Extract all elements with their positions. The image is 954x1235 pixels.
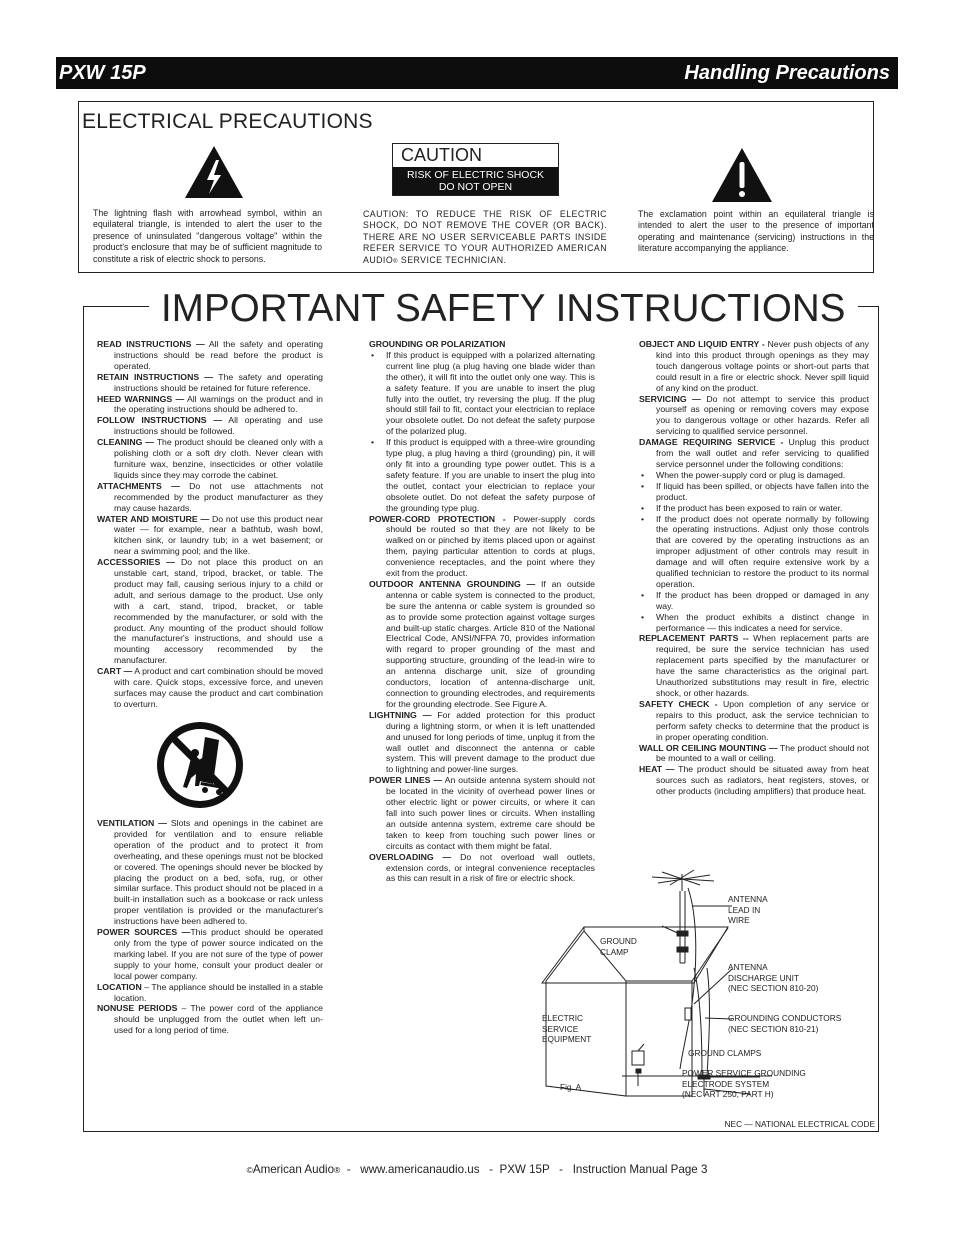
entry-text: The product should be cleaned only with a polishing cloth or a soft dry cloth. Never clean with furniture wax, benzine, insecticides or other volatile liquids since they may corrode the cabinet. — [114, 437, 324, 480]
entry-text: An outside antenna system should not be located in the vicinity of overhead power lines or other electric light or power circuits, or where it can fall into such power lines or circuits. When installing an outside antenna system, extreme care should be taken to keep from touching such power lines or circuits as contact with them might be fatal. — [386, 775, 595, 851]
entry-text: Do not place this product on an unstable cart, stand, tripod, bracket, or table. The product may fall, causing serious injury to a child or adult, and serious damage to the product. Use only with a cart, stand, tripod, bracket, or table recommended by the manufacturer, or sold with the product. Any mounting of the product should follow the manufacturer's instructions, and should use a mounting accessory recommended by the manufacturer. — [114, 557, 323, 666]
instruction-entry — [97, 481, 323, 514]
section-title: Handling Precautions — [684, 61, 890, 84]
electrical-precautions-box — [78, 101, 874, 273]
bullet-item: • If liquid has been spilled, or objects have fallen into the product. — [639, 481, 869, 503]
ground-clamp-line-1: GROUND — [600, 936, 637, 946]
power-service-line-2: ELECTRODE SYSTEM — [682, 1078, 770, 1089]
electric-service-line-1: ELECTRIC — [542, 1013, 584, 1023]
column-1-lower — [97, 818, 323, 1036]
entry-text: If an outside antenna or cable system is connected to the product, be sure the antenna or cable system is grounded so as to provide some protection against voltage surges and built-up static charges. Article 810 of the National Electrical Code, ANSI/NFPA 70, provides information with regard to proper grounding of the mast and supporting structure, grounding of the lead-in wire to an antenna discharge unit, size of grounding conductors, location of antenna-discharge unit, connection to grounding electrodes, and requirements for the grounding electrode. See Figure A. — [386, 578, 595, 709]
instruction-entry — [639, 633, 869, 698]
entry-heading: RETAIN INSTRUCTIONS — — [97, 371, 214, 382]
footer-text: - www.americanaudio.us - PXW 15P - Instruction Manual Page 3 — [340, 1163, 708, 1176]
instruction-entry — [97, 514, 323, 558]
model-name: PXW 15P — [59, 61, 146, 84]
caution-reg-mark: ® — [393, 258, 398, 265]
caution-text — [363, 209, 607, 268]
entry-text: Do not use attachments not recommended by the product manufacturer as they may cause hazards. — [114, 480, 323, 513]
instruction-entry — [97, 437, 323, 481]
ground-clamp-label — [600, 936, 637, 957]
caution-label — [392, 143, 559, 196]
ground-clamps-label: GROUND CLAMPS — [688, 1048, 762, 1058]
entry-text: The product should be situated away from heat sources such as radiators, heat registers, stoves, or other products (including amplifiers) that produce heat. — [656, 764, 869, 797]
entry-text: Unplug this product from the wall outlet and refer servicing to qualified service personnel under the following conditions: — [656, 437, 869, 469]
damage-list — [639, 470, 869, 634]
caution-title: CAUTION — [401, 145, 482, 165]
instruction-entry — [369, 579, 595, 710]
antenna-lead-label — [728, 894, 768, 926]
entry-text: When replacement parts are required, be sure the service technician has used replacement parts specified by the manufacturer or have the same characteristics as the original part. Unauthorized substitutions may result in fire, electric shock, or other hazards. — [656, 633, 869, 698]
power-service-line-1: POWER SERVICE GROUNDING — [682, 1068, 806, 1078]
bullet-item: • When the product exhibits a distinct change in performance — this indicates a need for service. — [639, 612, 869, 634]
instruction-entry — [369, 710, 595, 775]
bullet-item: • If this product is equipped with a polarized alternating current line plug (a plug having one blade wider than the other), it will fit into the outlet only one way. This is a safety feature. If you are unable to insert the plug fully into the outlet, try reversing the plug. If the plug should still fail to fit, contact your electrician to replace your obsolete outlet. Do not defeat the safety purpose of the polarized plug. — [369, 350, 595, 437]
entry-heading: HEED WARNINGS — — [97, 393, 185, 404]
entry-text: Upon completion of any service or repairs to this product, ask the service technician to perform safety checks to determine that the product is in proper operating condition. — [656, 698, 869, 742]
instruction-entry — [97, 415, 323, 437]
entry-heading: ATTACHMENTS — — [97, 480, 180, 491]
instruction-entry — [97, 982, 323, 1004]
entry-heading: CART — — [97, 666, 133, 677]
entry-text: – The appliance should be installed in a stable location. — [114, 981, 323, 1003]
entry-heading: POWER-CORD PROTECTION - — [369, 513, 506, 524]
entry-text: For added protection for this product during a lightning storm, or when it is left unattended and unused for long periods of time, unplug it from the wall outlet and disconnect the antenna or cable system. This will prevent damage to the product due to lightning and power-line surges. — [386, 709, 595, 775]
entry-heading: FOLLOW INSTRUCTIONS — — [97, 415, 223, 426]
entry-text: – The power cord of the appliance should be unplugged from the outlet when left un-used for a long period of time. — [114, 1003, 323, 1036]
column-2 — [369, 339, 595, 884]
entry-heading: NONUSE PERIODS — [97, 1003, 178, 1014]
entry-text: The safety and operating instructions should be retained for future reference. — [114, 371, 323, 393]
entry-heading: WATER AND MOISTURE — — [97, 513, 210, 524]
footer — [0, 1163, 954, 1176]
lightning-warning-icon — [184, 145, 244, 199]
column-2-entries — [369, 514, 595, 885]
lightning-symbol-text: The lightning flash with arrowhead symbol, within an equilateral triangle, is intended to alert the user to the presence of uninsulated "dangerous voltage" within the product's enclosure that may be of sufficient magnitude to constitute a risk of electric shock to persons. — [93, 208, 322, 264]
grounding-list — [369, 350, 595, 514]
column-3-lower — [639, 633, 869, 797]
footer-brand: American Audio — [252, 1163, 335, 1176]
entry-heading: OBJECT AND LIQUID ENTRY - — [639, 339, 765, 349]
ground-clamp-line-2: CLAMP — [600, 946, 629, 957]
entry-text: The product should not be mounted to a wall or ceiling. — [656, 742, 869, 764]
discharge-unit-line-2: DISCHARGE UNIT — [728, 972, 799, 983]
antenna-lead-line-2: LEAD IN — [728, 904, 761, 915]
entry-text: All warnings on the product and in the operating instructions should be adhered to. — [114, 393, 323, 415]
entry-heading: ACCESSORIES — — [97, 557, 175, 568]
instruction-entry — [369, 514, 595, 579]
electrical-precautions-title: ELECTRICAL PRECAUTIONS — [82, 110, 373, 133]
instruction-entry — [97, 557, 323, 666]
entry-heading: POWER LINES — — [369, 775, 443, 786]
cart-warning-icon — [155, 720, 245, 810]
antenna-lead-line-3: WIRE — [728, 915, 750, 925]
column-1 — [97, 339, 323, 710]
bullet-item: • If the product does not operate normally by following the operating instructions. Adjust only those controls that are covered by the operating instructions as an improper adjustment of other controls may result in damage and will often require extensive work by a qualified technician to restore the product to its normal operation. — [639, 514, 869, 590]
instruction-entry — [97, 818, 323, 927]
bullet-item: • If the product has been exposed to rain or water. — [639, 503, 869, 514]
instruction-entry — [97, 339, 323, 372]
entry-heading: HEAT — — [639, 764, 675, 775]
discharge-unit-line-3: (NEC SECTION 810-20) — [728, 983, 819, 993]
instruction-entry — [639, 764, 869, 797]
entry-heading: LIGHTNING — — [369, 709, 432, 720]
entry-text: All operating and use instructions should be followed. — [114, 415, 323, 437]
entry-heading: POWER SOURCES — — [97, 927, 191, 938]
grounding-conductors-label — [728, 1013, 841, 1034]
exclamation-symbol-text: The exclamation point within an equilateral triangle is intended to alert the user to the presence of important operating and maintenance (servicing) instructions in the literature accompanying the appliance. — [638, 209, 874, 254]
electric-service-label — [542, 1013, 591, 1045]
instruction-entry — [639, 699, 869, 743]
instruction-entry — [639, 743, 869, 765]
entry-heading: OVERLOADING — — [369, 851, 452, 862]
bullet-item: • When the power-supply cord or plug is damaged. — [639, 470, 869, 481]
column-3-upper — [639, 339, 869, 470]
entry-text: Slots and openings in the cabinet are provided for ventilation and to ensure reliable operation of the product and to protect it from overheating, and these openings must not be blocked or covered. The openings should never be blocked by placing the product on a bed, sofa, rug, or other similar surface. This product should not be placed in a built-in installation such as a bookcase or rack unless proper ventilation is provided or the manufacturer's instructions have been adhered to. — [114, 818, 323, 927]
electric-service-line-3: EQUIPMENT — [542, 1034, 592, 1044]
entry-heading: REPLACEMENT PARTS -- — [639, 633, 749, 644]
entry-heading: LOCATION — [97, 981, 142, 992]
instruction-entry — [639, 339, 869, 394]
discharge-unit-line-1: ANTENNA — [728, 962, 768, 972]
instruction-entry — [97, 372, 323, 394]
entry-heading: SAFETY CHECK - — [639, 698, 718, 709]
caution-sub-line-1: RISK OF ELECTRIC SHOCK — [406, 169, 545, 181]
entry-text: Do not use this product near water — for example, near a bathtub, wash bowl, kitchen sink, or laundry tub; in a wet basement; or near a swimming pool; and the like. — [114, 513, 323, 557]
instruction-entry — [369, 775, 595, 851]
instruction-entry — [97, 666, 323, 710]
instruction-entry — [97, 927, 323, 982]
grounding-heading: GROUNDING OR POLARIZATION — [369, 339, 506, 349]
entry-text: Do not overload wall outlets, extension cords, or integral convenience receptacles as this can result in a risk of fire or electric shock. — [386, 851, 595, 884]
instruction-entry — [639, 394, 869, 438]
safety-instructions-box — [83, 287, 879, 1132]
entry-heading: SERVICING — — [639, 393, 701, 404]
caution-sub-line-2: DO NOT OPEN — [438, 181, 513, 193]
exclamation-warning-icon — [711, 147, 773, 203]
entry-heading: VENTILATION — — [97, 818, 167, 828]
entry-heading: OUTDOOR ANTENNA GROUNDING — — [369, 578, 536, 589]
entry-text: This product should be operated only from the type of power source indicated on the marking label. If you are not sure of the type of power supply to your home, consult your product dealer or local power company. — [114, 927, 323, 981]
safety-title: IMPORTANT SAFETY INSTRUCTIONS — [149, 287, 858, 331]
figure-caption: Fig. A — [560, 1082, 582, 1092]
entry-heading: CLEANING — — [97, 437, 154, 448]
entry-text: Never push objects of any kind into this product through openings as they may touch dangerous voltage points or short-out parts that could result in a fire or electric shock. Never spill liquid of any kind on the product. — [656, 339, 870, 393]
entry-heading: DAMAGE REQUIRING SERVICE - — [639, 437, 784, 448]
entry-text: All the safety and operating instructions should be read before the product is operated. — [114, 339, 323, 371]
entry-heading: READ INSTRUCTIONS — — [97, 339, 205, 349]
grounding-conductors-line-1: GROUNDING CONDUCTORS — [728, 1013, 842, 1023]
grounding-conductors-line-2: (NEC SECTION 810-21) — [728, 1023, 819, 1034]
antenna-lead-line-1: ANTENNA — [728, 894, 768, 904]
entry-text: Do not attempt to service this product yourself as opening or removing covers may expose you to dangerous voltage or other hazards. Refer all servicing to qualified service personnel. — [656, 393, 870, 437]
power-service-line-3: (NEC ART 250, PART H) — [682, 1089, 774, 1099]
caution-text-body: CAUTION: TO REDUCE THE RISK OF ELECTRIC SHOCK, DO NOT REMOVE THE COVER (OR BACK). THERE ARE NO USER SERVICEABLE PARTS INSIDE REFER SERVICE TO YOUR AUTHORIZED AMERICAN AUDIO — [363, 209, 607, 265]
entry-text: A product and cart combination should be moved with care. Quick stops, excessive force, and uneven surfaces may cause the product and cart combination to overturn. — [114, 666, 324, 709]
electric-service-line-2: SERVICE — [542, 1023, 579, 1034]
column-3 — [639, 339, 869, 797]
instruction-entry — [97, 394, 323, 416]
caution-text-tail: SERVICE TECHNICIAN. — [398, 254, 507, 265]
entry-heading: WALL OR CEILING MOUNTING — — [639, 742, 778, 753]
bullet-item: • If this product is equipped with a three-wire grounding type plug, a plug having a third (grounding) pin, it will only fit into a grounding type power outlet. This is a safety feature. If you are unable to insert the plug into the outlet, contact your electrician to replace your obsolete outlet. Do not defeat the safety purpose of the grounding type plug. — [369, 437, 595, 513]
entry-text: Power-supply cords should be routed so that they are not likely to be walked on or pinched by items placed upon or against them, paying particular attention to cords at plugs, convenience receptacles, and the point where they exit from the product. — [386, 513, 596, 579]
power-service-label — [682, 1068, 806, 1100]
instruction-entry — [97, 1003, 323, 1036]
registered-mark: ® — [334, 1165, 341, 1175]
bullet-item: • If the product has been dropped or damaged in any way. — [639, 590, 869, 612]
caution-subtitle — [393, 167, 558, 195]
instruction-entry — [639, 437, 869, 470]
discharge-unit-label — [728, 962, 818, 994]
header-bar — [56, 57, 898, 89]
nec-note: NEC — NATIONAL ELECTRICAL CODE — [724, 1119, 875, 1129]
copyright-mark: © — [246, 1165, 253, 1175]
